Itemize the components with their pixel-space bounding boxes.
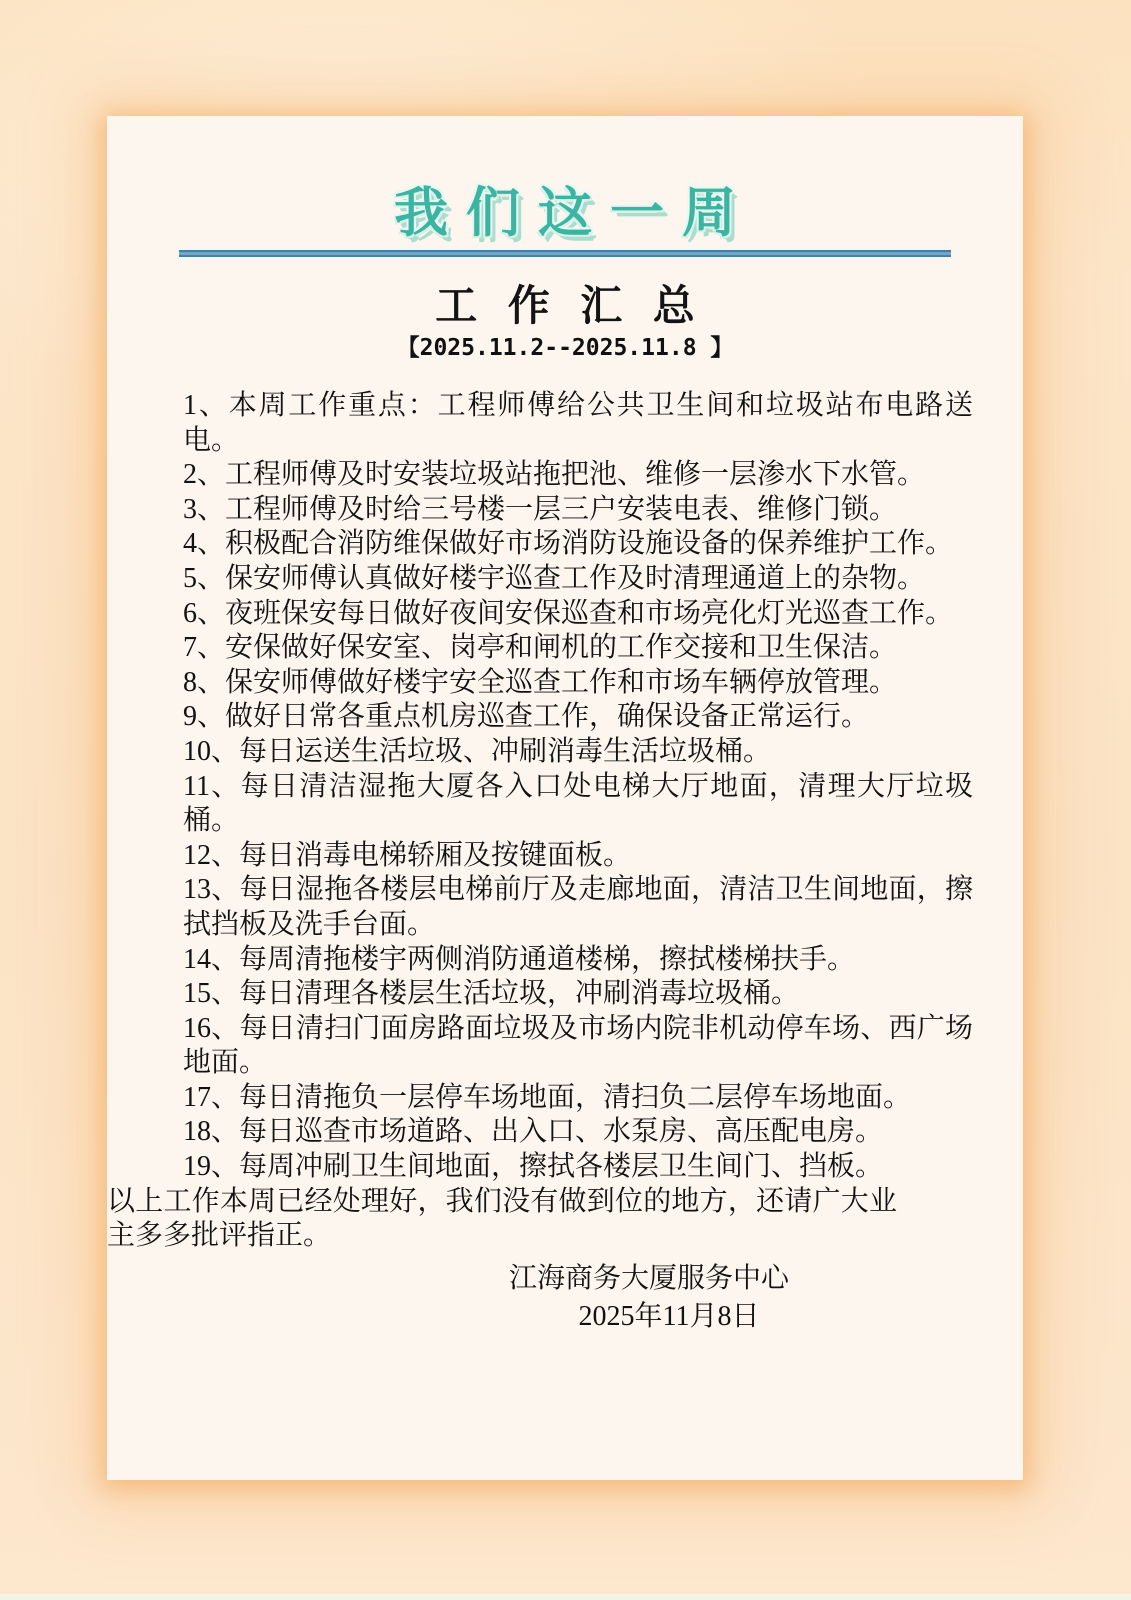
closing-remark: 以上工作本周已经处理好，我们没有做到位的地方，还请广大业主多多批评指正。 xyxy=(107,1185,897,1252)
section-title: 工 作 汇 总 xyxy=(435,284,705,330)
work-item: 4、积极配合消防维保做好市场消防设施设备的保养维护工作。 xyxy=(183,528,954,560)
work-item: 12、每日消毒电梯轿厢及按键面板。 xyxy=(183,839,632,871)
signature-block xyxy=(183,1260,973,1336)
signature: 江海商务大厦服务中心 xyxy=(508,1262,789,1294)
work-item: 18、每日巡查市场道路、出入口、水泵房、高压配电房。 xyxy=(183,1116,884,1148)
work-item: 17、每日清拖负一层停车场地面，清扫负二层停车场地面。 xyxy=(183,1081,912,1113)
work-item: 10、每日运送生活垃圾、冲刷消毒生活垃圾桶。 xyxy=(183,735,772,767)
work-item: 6、夜班保安每日做好夜间安保巡查和市场亮化灯光巡查工作。 xyxy=(183,597,954,629)
signature-date: 2025年11月8日 xyxy=(578,1300,760,1332)
work-item: 15、每日清理各楼层生活垃圾，冲刷消毒垃圾桶。 xyxy=(183,978,800,1010)
work-summary-list xyxy=(183,389,973,1185)
work-item: 19、每周冲刷卫生间地面，擦拭各楼层卫生间门、挡板。 xyxy=(183,1151,884,1183)
work-item: 16、每日清扫门面房路面垃圾及市场内院非机动停车场、西广场地面。 xyxy=(183,1012,973,1079)
notice-card xyxy=(107,116,1023,1480)
scan-edge-strip xyxy=(0,1594,1131,1600)
work-item: 2、工程师傅及时安装垃圾站拖把池、维修一层渗水下水管。 xyxy=(183,459,926,491)
work-item: 14、每周清拖楼宇两侧消防通道楼梯，擦拭楼梯扶手。 xyxy=(183,943,856,975)
work-item: 11、每日清洁湿拖大厦各入口处电梯大厅地面，清理大厅垃圾桶。 xyxy=(183,770,973,837)
work-item: 13、每日湿拖各楼层电梯前厅及走廊地面，清洁卫生间地面，擦拭挡板及洗手台面。 xyxy=(183,874,973,940)
page-title: 我们这一周 xyxy=(394,183,754,243)
work-item: 3、工程师傅及时给三号楼一层三户安装电表、维修门锁。 xyxy=(183,493,898,525)
date-range: 【2025.11.2--2025.11.8 】 xyxy=(396,335,734,361)
work-item: 9、做好日常各重点机房巡查工作，确保设备正常运行。 xyxy=(183,701,870,733)
divider-line xyxy=(179,250,951,257)
work-item: 5、保安师傅认真做好楼宇巡查工作及时清理通道上的杂物。 xyxy=(183,562,926,594)
work-item: 7、安保做好保安室、岗亭和闸机的工作交接和卫生保洁。 xyxy=(183,632,898,664)
work-item: 8、保安师傅做好楼宇安全巡查工作和市场车辆停放管理。 xyxy=(183,666,898,698)
work-item: 1、本周工作重点：工程师傅给公共卫生间和垃圾站布电路送电。 xyxy=(183,390,973,456)
